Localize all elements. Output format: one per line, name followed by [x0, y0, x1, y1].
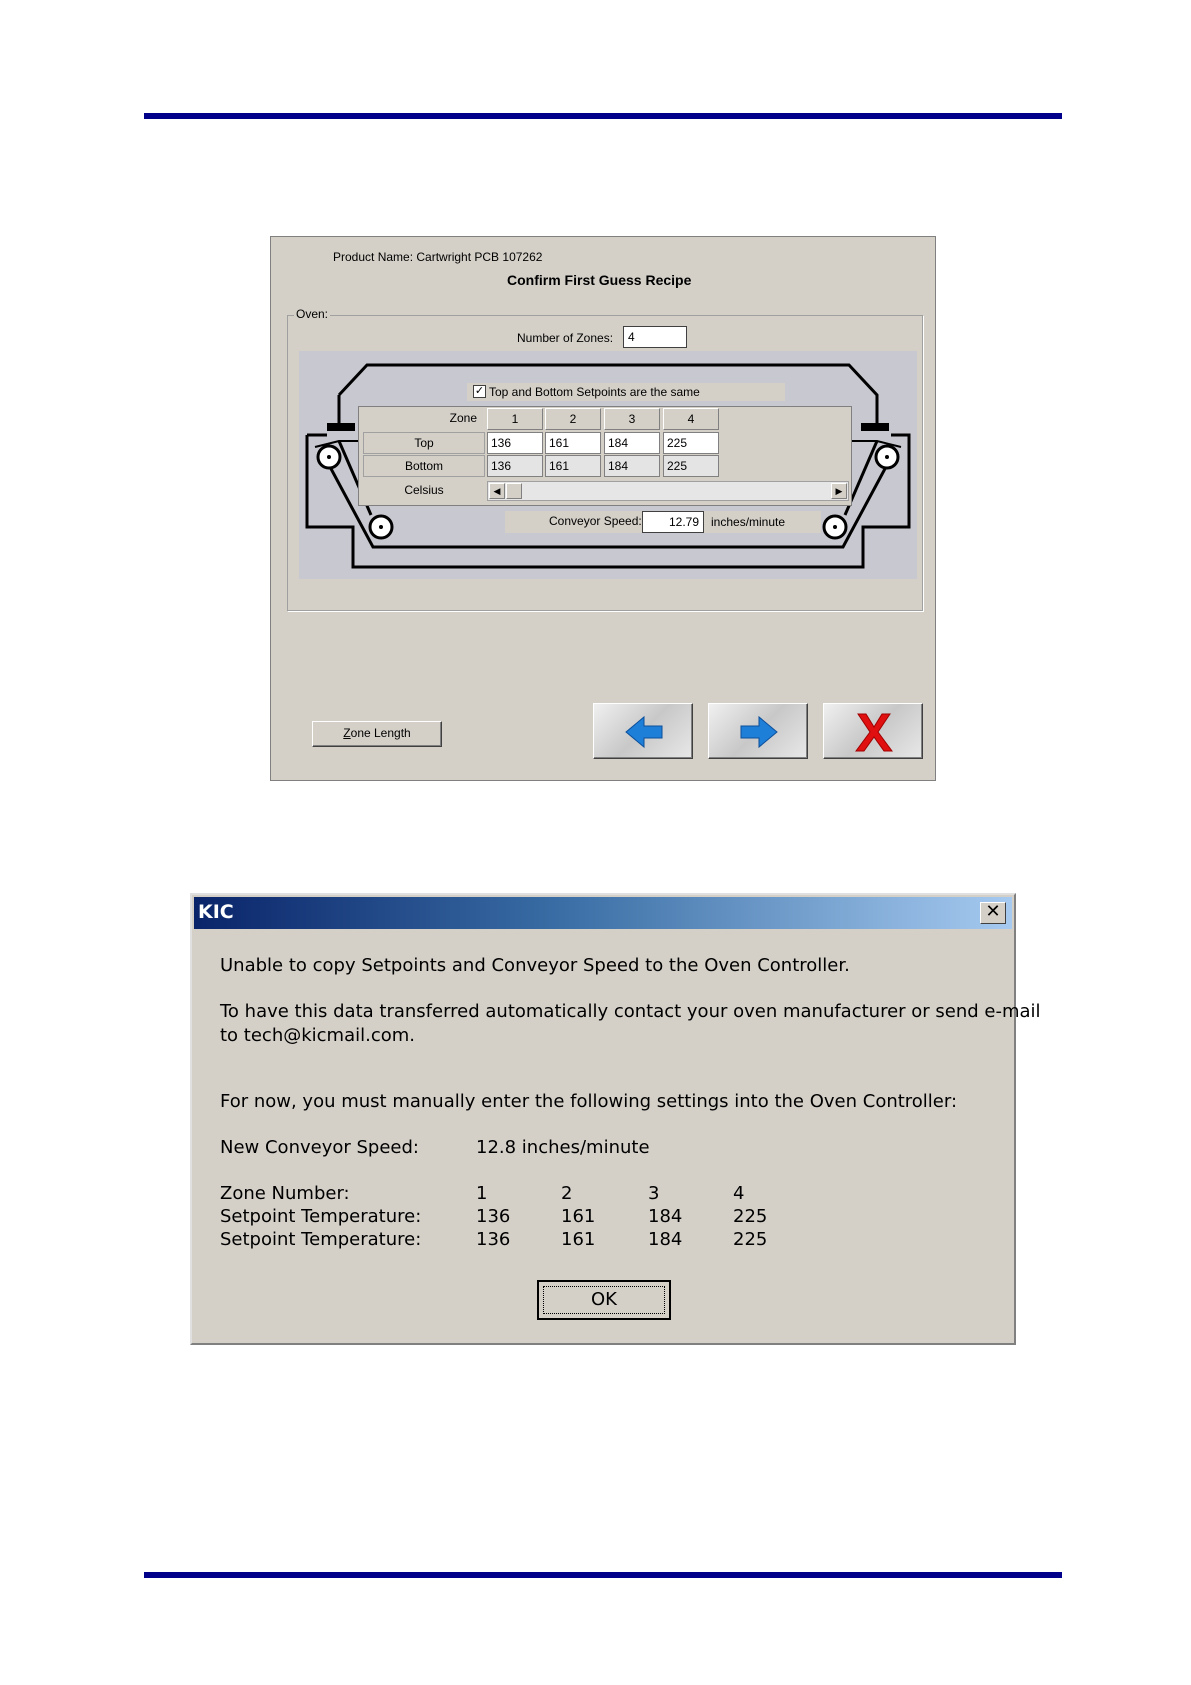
same-setpoints-checkbox[interactable]: ✓ — [474, 385, 485, 397]
top-setpoint-zone-4[interactable]: 225 — [663, 432, 719, 454]
number-of-zones-input[interactable]: 4 — [623, 326, 687, 348]
back-button[interactable] — [593, 703, 693, 759]
oven-diagram — [299, 351, 917, 579]
bottom-setpoint-zone-3: 184 — [604, 455, 660, 477]
zone-header-label: Zone — [449, 411, 477, 425]
scroll-thumb[interactable] — [506, 483, 522, 499]
zone-header-2: 2 — [545, 408, 601, 430]
top-setpoint-zone-2[interactable]: 161 — [545, 432, 601, 454]
dialog-titlebar — [194, 897, 1012, 929]
setpoint-1-zone-1: 136 — [476, 1206, 511, 1227]
next-button[interactable] — [708, 703, 808, 759]
message-line-3: to tech@kicmail.com. — [220, 1025, 416, 1046]
setpoint-2-zone-2: 161 — [561, 1229, 596, 1250]
red-x-icon — [824, 704, 924, 760]
zone-number-3: 3 — [648, 1183, 660, 1204]
conveyor-speed-value: 12.8 inches/minute — [476, 1137, 650, 1158]
zone-length-label: one Length — [350, 726, 411, 740]
conveyor-speed-label: Conveyor Speed: — [549, 514, 642, 528]
same-setpoints-label: Top and Bottom Setpoints are the same — [489, 385, 700, 399]
conveyor-speed-row — [505, 511, 821, 533]
message-line-4: For now, you must manually enter the following settings into the Oven Controller: — [220, 1091, 958, 1112]
conveyor-speed-units: inches/minute — [711, 515, 786, 529]
kic-dialog — [190, 893, 1041, 1345]
setpoint-grid — [358, 406, 852, 506]
setpoint-2-zone-1: 136 — [476, 1229, 511, 1250]
cancel-button[interactable] — [823, 703, 923, 759]
message-line-1: Unable to copy Setpoints and Conveyor Speed to the Oven Controller. — [220, 955, 850, 976]
zone-header-4: 4 — [663, 408, 719, 430]
ok-button-label: OK — [543, 1286, 665, 1314]
recipe-window — [270, 236, 936, 781]
grid-horizontal-scrollbar[interactable] — [487, 481, 849, 501]
setpoint-1-zone-2: 161 — [561, 1206, 596, 1227]
same-setpoints-row — [467, 383, 785, 401]
scroll-left-icon[interactable]: ◀ — [489, 483, 505, 499]
page-title: Confirm First Guess Recipe — [507, 272, 692, 288]
left-arrow-icon — [594, 704, 694, 760]
zone-number-4: 4 — [733, 1183, 745, 1204]
close-icon[interactable]: ✕ — [980, 902, 1006, 924]
bottom-setpoint-zone-1: 136 — [487, 455, 543, 477]
right-arrow-icon — [709, 704, 809, 760]
number-of-zones-label: Number of Zones: — [517, 331, 614, 345]
scroll-right-icon[interactable]: ▶ — [831, 483, 847, 499]
bottom-setpoint-zone-2: 161 — [545, 455, 601, 477]
setpoint-2-zone-3: 184 — [648, 1229, 683, 1250]
setpoint-1-zone-4: 225 — [733, 1206, 768, 1227]
setpoint-label-1: Setpoint Temperature: — [220, 1206, 422, 1227]
zone-length-button[interactable] — [312, 721, 442, 747]
zone-number-2: 2 — [561, 1183, 573, 1204]
top-row-label: Top — [363, 432, 485, 454]
top-setpoint-zone-1[interactable]: 136 — [487, 432, 543, 454]
message-line-2: To have this data transferred automatically contact your oven manufacturer or send e-mail — [220, 1001, 1041, 1022]
setpoint-2-zone-4: 225 — [733, 1229, 768, 1250]
zone-length-accelerator: Z — [343, 726, 351, 740]
zone-header-3: 3 — [604, 408, 660, 430]
zone-number-label: Zone Number: — [220, 1183, 350, 1204]
units-label: Celsius — [404, 483, 444, 497]
top-setpoint-zone-3[interactable]: 184 — [604, 432, 660, 454]
dialog-title: KIC — [198, 901, 234, 923]
zone-header-1: 1 — [487, 408, 543, 430]
product-name: Product Name: Cartwright PCB 107262 — [333, 250, 543, 264]
bottom-rule — [144, 1572, 1062, 1578]
bottom-setpoint-zone-4: 225 — [663, 455, 719, 477]
ok-button[interactable] — [537, 1280, 671, 1320]
zone-number-1: 1 — [476, 1183, 488, 1204]
conveyor-speed-input[interactable]: 12.79 — [642, 511, 704, 533]
setpoint-label-2: Setpoint Temperature: — [220, 1229, 422, 1250]
bottom-row-label: Bottom — [363, 455, 485, 477]
oven-group-label: Oven: — [296, 307, 329, 321]
setpoint-1-zone-3: 184 — [648, 1206, 683, 1227]
conveyor-speed-label: New Conveyor Speed: — [220, 1137, 419, 1158]
top-rule — [144, 113, 1062, 119]
